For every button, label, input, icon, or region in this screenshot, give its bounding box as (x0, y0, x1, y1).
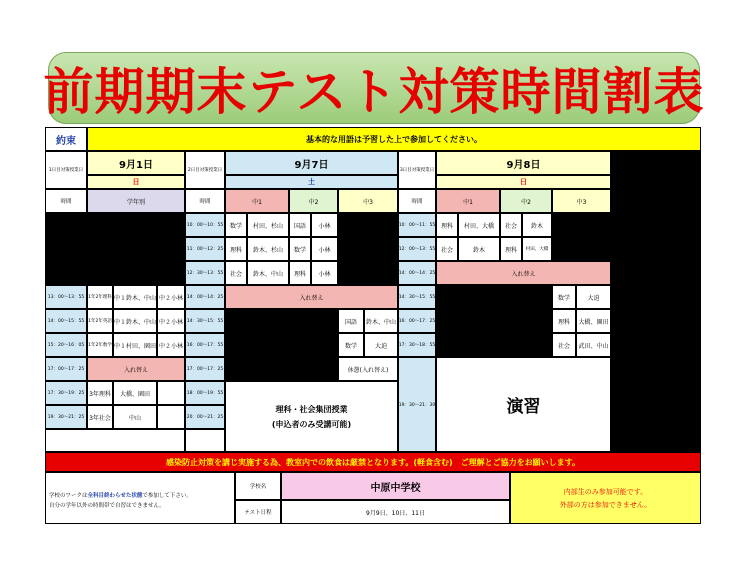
day2-label: 2日目対策授業日 (185, 151, 225, 189)
day2-rest: 休憩(入れ替え) (338, 357, 398, 381)
day2-row3-chu2-teacher: 小林 (311, 261, 338, 285)
day3-chu3-row3-teacher: 武田、中山 (576, 333, 611, 357)
day1-row2-teacher2: 中２小林 (157, 309, 185, 333)
day1-row3-grade: 1年2年数学 (87, 333, 113, 357)
notice-bar: 感染防止対策を講じ実施する為、教室内での飲食は厳禁となります。(軽食含む) ご理解とご協力をお願いします。 (45, 452, 701, 472)
day1-grade-header: 学年別 (87, 189, 185, 213)
day2-chu3-row2-subject: 数学 (338, 333, 364, 357)
day1-blank (45, 213, 185, 285)
day2-time-header: 時間 (185, 189, 225, 213)
day3-practice-label: 演習 (506, 397, 541, 417)
day2-time-8: 18：00〜19：55 (185, 381, 225, 405)
day2-row3-chu2-subject: 理科 (289, 261, 311, 285)
day2-date: 9月7日 (225, 151, 398, 175)
day3-chu3-row1-subject: 数学 (552, 285, 576, 309)
day3-chu2-header: 中2 (500, 189, 552, 213)
day2-time-5: 14：30〜15：55 (185, 309, 225, 333)
day1-date: 9月1日 (87, 151, 185, 175)
footer-note-2: 自分の学年以外の時間帯で自習はできません。 (49, 503, 165, 509)
day1-time-3: 15：20〜16：05 (45, 333, 87, 357)
day2-row2-chu1-teacher: 鈴木、杉山 (247, 237, 289, 261)
day1-swap: 入れ替え (87, 357, 185, 381)
day1-row1-teacher2: 中２小林 (157, 285, 185, 309)
page-title: 前期期末テスト対策時間割表 (43, 63, 705, 121)
day2-chu2-header: 中2 (289, 189, 338, 213)
day1-time-6: 19：30〜21：25 (45, 405, 87, 429)
promise-label: 約束 (45, 127, 87, 151)
day2-group-line1: 理科・社会集団授業 (275, 404, 348, 414)
day2-weekday: 土 (225, 175, 398, 189)
day2-swap: 入れ替え (225, 285, 398, 309)
blank-column-right-bottom (611, 385, 701, 452)
day1-row3-teacher1: 中１村田、園田 (113, 333, 157, 357)
day3-row1-chu2-teacher: 鈴木 (522, 213, 552, 237)
day2-row1-chu1-subject: 数学 (225, 213, 247, 237)
day1-time-4: 17：00〜17：25 (45, 357, 87, 381)
day2-chu3-row2-teacher: 大迫 (364, 333, 398, 357)
day3-time-3: 14：00〜14：25 (398, 261, 436, 285)
day2-row3-chu1-subject: 社会 (225, 261, 247, 285)
day2-time-7: 17：00〜17：25 (185, 357, 225, 381)
footer-notes (45, 472, 235, 524)
day3-chu1-header: 中1 (436, 189, 500, 213)
day3-weekday: 日 (436, 175, 611, 189)
day3-time-5: 16：00〜17：25 (398, 309, 436, 333)
day3-row2-chu1-teacher: 鈴木 (458, 237, 500, 261)
day3-swap: 入れ替え (436, 261, 611, 285)
day1-time-header: 時間 (45, 189, 87, 213)
day2-chu3-header: 中3 (338, 189, 398, 213)
day1-row2-grade: 1年2年英語 (87, 309, 113, 333)
day2-time-6: 16：00〜17：55 (185, 333, 225, 357)
day1-row2-teacher1: 中１鈴木、中山 (113, 309, 157, 333)
day3-chu3-row1-teacher: 大迫 (576, 285, 611, 309)
day3-row1-chu2-subject: 社会 (500, 213, 522, 237)
day3-chu3-blank-top (552, 213, 611, 261)
day1-weekday: 日 (87, 175, 185, 189)
day3-time-1: 10：00〜11：55 (398, 213, 436, 237)
footer-note-1b: 全科目終わらせた状態 (87, 493, 143, 499)
day3-row2-chu2-subject: 理科 (500, 237, 522, 261)
day2-time-9: 20：00〜21：25 (185, 405, 225, 429)
day1-row3-teacher2: 中２小林 (157, 333, 185, 357)
day2-chu3-row1-teacher: 鈴木、中山 (364, 309, 398, 333)
day1-row5-subject: 3年理科 (87, 381, 113, 405)
day2-time-4: 14：00〜14：25 (185, 285, 225, 309)
day3-practice (436, 357, 611, 452)
day2-time-2: 11：00〜12：25 (185, 237, 225, 261)
day3-time-4: 14：30〜15：55 (398, 285, 436, 309)
footer-right-2: 外部の方は参加できません。 (559, 500, 652, 509)
day3-chu3-header: 中3 (552, 189, 611, 213)
day1-time-2: 14：00〜15：55 (45, 309, 87, 333)
day2-row1-chu1-teacher: 村田、杉山 (247, 213, 289, 237)
footer-right-1: 内部生のみ参加可能です。 (563, 487, 648, 496)
day1-time-5: 17：30〜19：25 (45, 381, 87, 405)
day2-row1-chu2-subject: 国語 (289, 213, 311, 237)
day2-chu3-row1-subject: 国語 (338, 309, 364, 333)
day3-label: 3日目対策授業日 (398, 151, 436, 189)
day3-row2-chu1-subject: 社会 (436, 237, 458, 261)
day3-time-6: 17：30〜18：55 (398, 333, 436, 357)
day3-date: 9月8日 (436, 151, 611, 175)
day2-row1-chu2-teacher: 小林 (311, 213, 338, 237)
day1-row6-subject: 3年社会 (87, 405, 113, 429)
blank-column-right (611, 151, 701, 385)
day2-time-1: 10：00〜10：55 (185, 213, 225, 237)
day1-time-1: 13：00〜13：55 (45, 285, 87, 309)
day2-chu1-header: 中1 (225, 189, 289, 213)
day1-row6-teacher: 中山 (113, 405, 157, 429)
day2-row2-chu2-teacher: 小林 (311, 237, 338, 261)
test-dates: 9月9日、10日、11日 (281, 500, 510, 524)
day3-row1-chu1-teacher: 村田、大橋 (458, 213, 500, 237)
footer-note-1a: 学校のワークは (49, 493, 88, 499)
day2-bottom-empty (185, 429, 225, 452)
day2-chu12-blank (225, 309, 338, 381)
school-name: 中原中学校 (281, 472, 510, 500)
day2-time-3: 12：30〜13：55 (185, 261, 225, 285)
test-label: テスト日程 (235, 500, 281, 524)
day3-chu3-row2-subject: 理科 (552, 309, 576, 333)
day3-time-header: 時間 (398, 189, 436, 213)
day1-row6-empty (157, 405, 185, 429)
day3-chu12-blank (436, 285, 552, 357)
day3-chu3-row3-subject: 社会 (552, 333, 576, 357)
footer-right (510, 472, 701, 524)
day3-row1-chu1-subject: 理科 (436, 213, 458, 237)
day3-row2-chu2-teacher: 村田、大橋 (522, 237, 552, 261)
day2-group-line2: (申込者のみ受講可能) (271, 419, 352, 429)
promise-text: 基本的な用語は予習した上で参加してください。 (87, 127, 701, 151)
day2-group-class (225, 381, 398, 452)
school-label: 学校名 (235, 472, 281, 500)
day3-chu3-row2-teacher: 大橋、園田 (576, 309, 611, 333)
day2-row2-chu1-subject: 理科 (225, 237, 247, 261)
day2-row2-chu2-subject: 数学 (289, 237, 311, 261)
day2-chu3-blank (338, 213, 398, 285)
footer-note-1 (49, 491, 234, 499)
day1-row5-empty (157, 381, 185, 405)
footer-note-1c: で参加して下さい。 (142, 493, 192, 499)
day3-time-7: 19：30〜21：30 (398, 357, 436, 452)
day1-row1-grade: 1年2年理科 (87, 285, 113, 309)
day1-row1-teacher1: 中１鈴木、中山 (113, 285, 157, 309)
day1-bottom-empty (45, 429, 185, 452)
title-banner (43, 52, 705, 124)
day1-row5-teacher: 大橋、園田 (113, 381, 157, 405)
day1-label: 1日目対策授業日 (45, 151, 87, 189)
day3-time-2: 12：00〜13：55 (398, 237, 436, 261)
day2-row3-chu1-teacher: 鈴木、中山 (247, 261, 289, 285)
